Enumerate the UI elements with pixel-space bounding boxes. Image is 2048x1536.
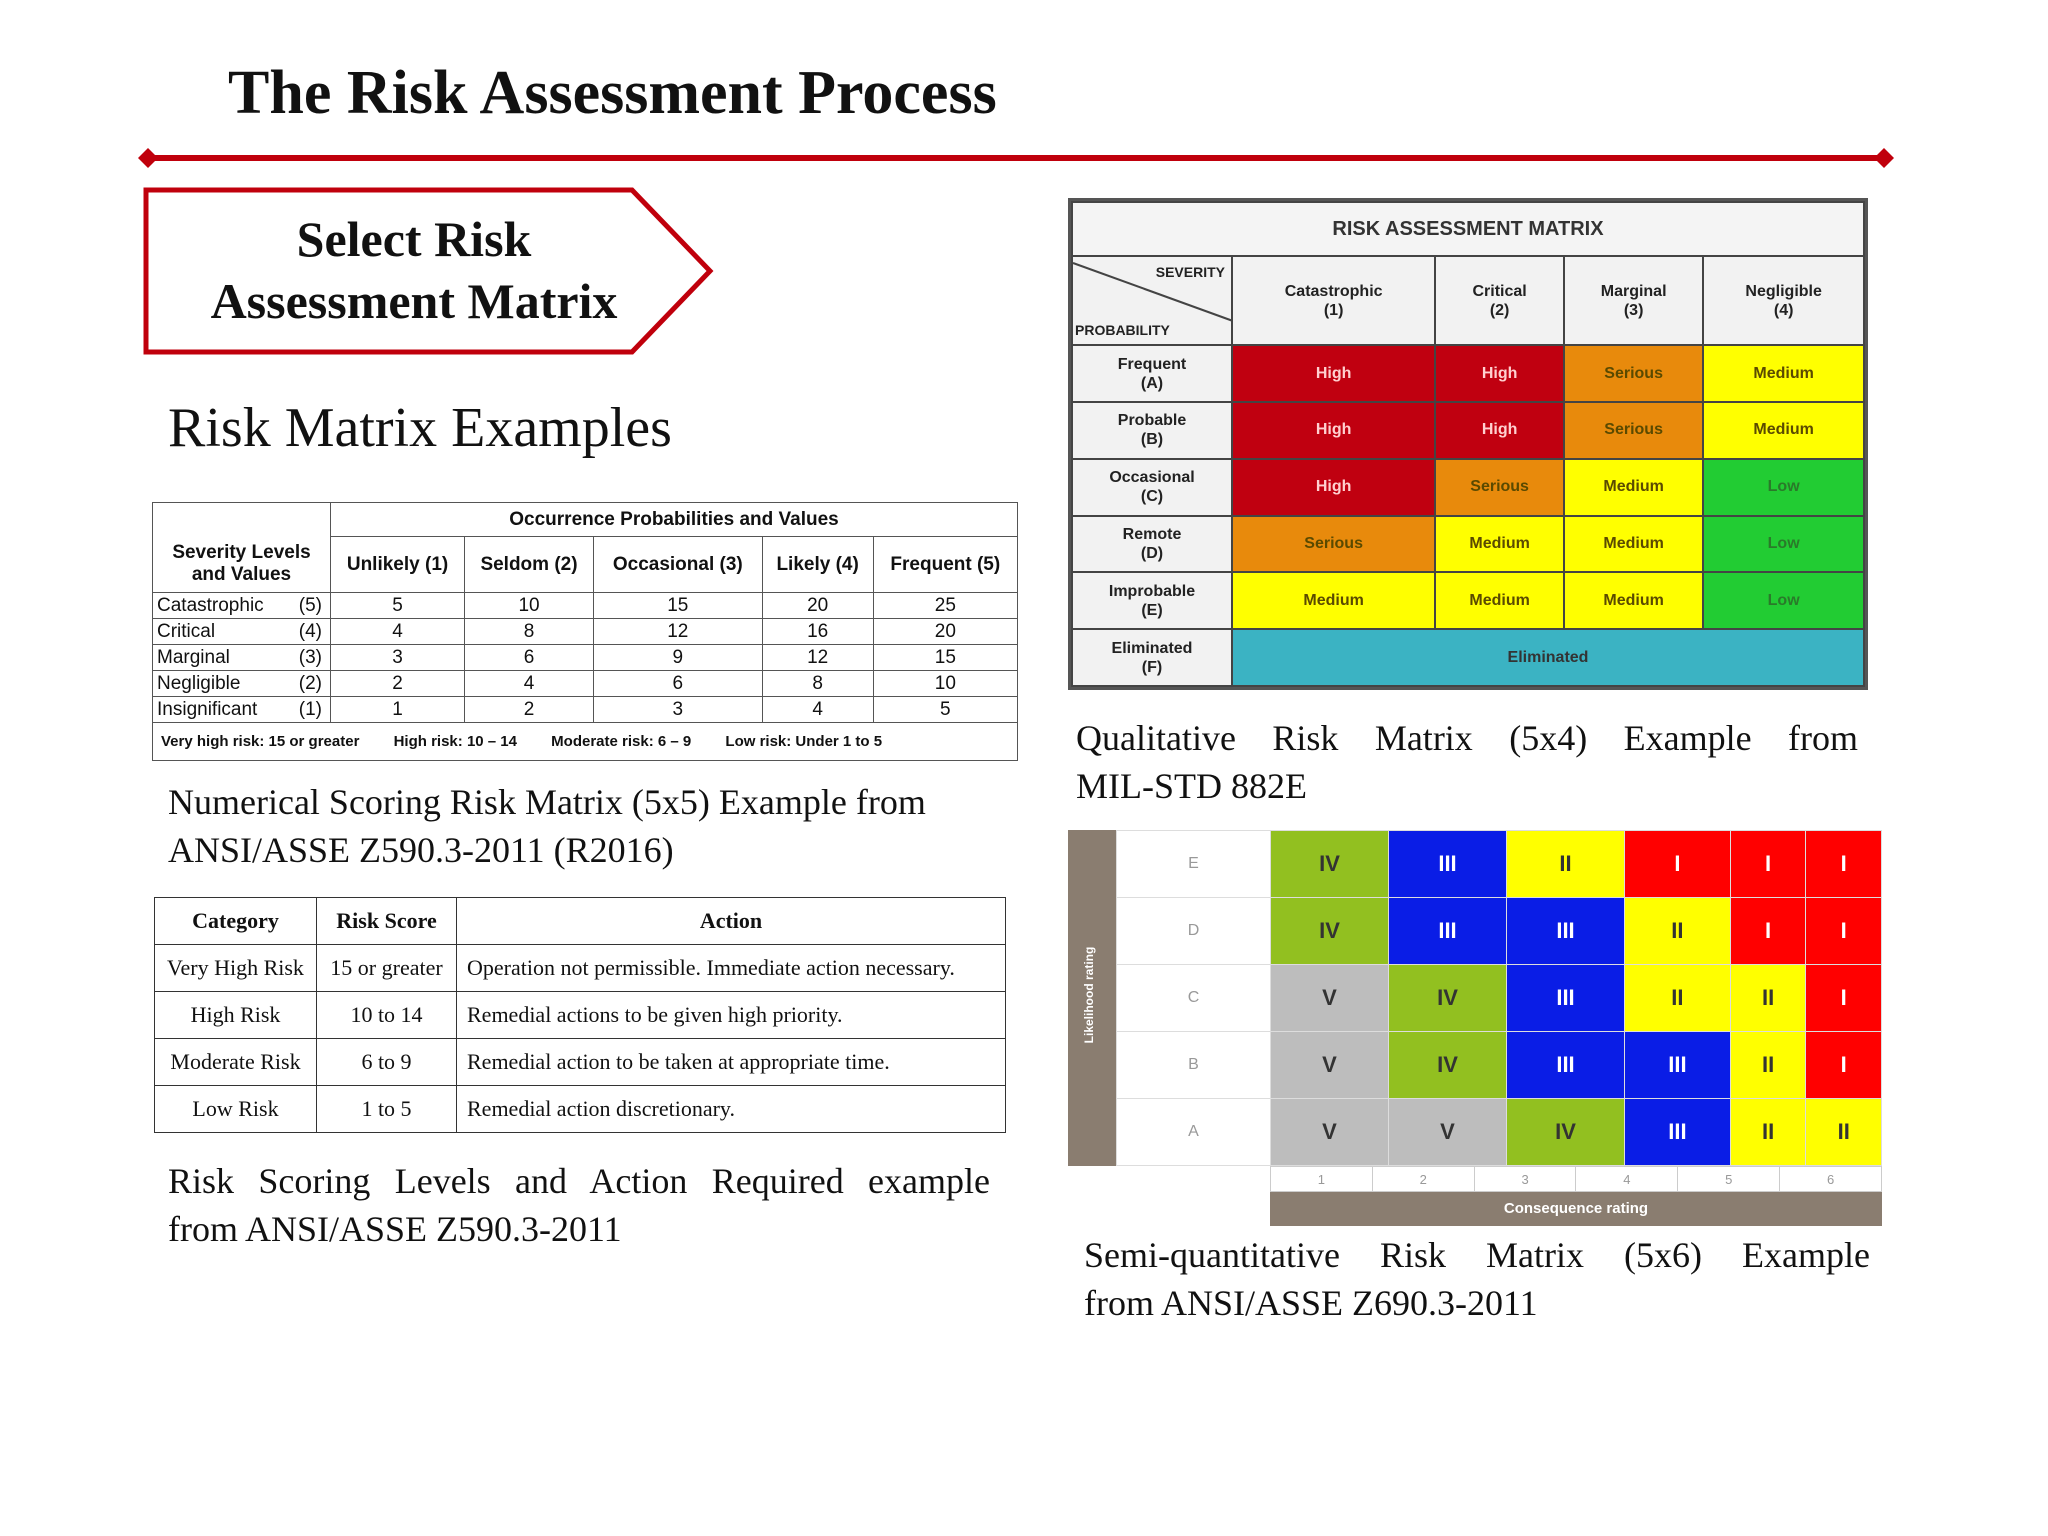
score-cell: 10 <box>873 671 1017 697</box>
risk-rank-cell: I <box>1806 1032 1882 1099</box>
column-header: Occasional (3) <box>593 537 762 593</box>
risk-level-cell: Serious <box>1232 516 1435 573</box>
risk-level-cell: Medium <box>1435 572 1564 629</box>
caption-numerical-matrix: Numerical Scoring Risk Matrix (5x5) Example from ANSI/ASSE Z590.3-2011 (R2016) <box>168 782 926 870</box>
score-cell: 4 <box>465 671 594 697</box>
matrix-row <box>1117 831 1882 898</box>
callout-text <box>160 208 668 332</box>
risk-rank-cell: V <box>1271 1099 1389 1166</box>
table-body <box>153 593 1018 723</box>
consequence-axis-label: Consequence rating <box>1270 1192 1882 1226</box>
risk-rank-cell: IV <box>1389 965 1507 1032</box>
score-cell: 3 <box>593 697 762 723</box>
column-header: Frequent (5) <box>873 537 1017 593</box>
score-cell: 10 <box>465 593 594 619</box>
risk-rank-cell: I <box>1730 898 1806 965</box>
group-header: Occurrence Probabilities and Values <box>331 503 1018 537</box>
column-header: Critical (2) <box>1435 256 1564 345</box>
score-cell: 25 <box>873 593 1017 619</box>
consequence-tick-label: 4 <box>1576 1167 1678 1192</box>
risk-level-cell: Medium <box>1564 516 1703 573</box>
table-cell: 6 to 9 <box>317 1039 457 1086</box>
risk-level-cell: Medium <box>1564 459 1703 516</box>
risk-rank-cell: V <box>1271 965 1389 1032</box>
table-cell: Very High Risk <box>155 945 317 992</box>
title-divider <box>138 148 1894 168</box>
risk-rank-cell: IV <box>1507 1099 1625 1166</box>
risk-level-cell: Medium <box>1703 345 1864 402</box>
risk-rank-cell: I <box>1806 965 1882 1032</box>
table-cell: Remedial actions to be given high priority. <box>457 992 1006 1039</box>
risk-rank-cell: II <box>1507 831 1625 898</box>
risk-rank-cell: II <box>1625 965 1731 1032</box>
risk-rank-cell: II <box>1730 1032 1806 1099</box>
corner-cell: SEVERITY PROBABILITY <box>1072 256 1232 345</box>
table-row <box>153 697 1018 723</box>
table-cell: Remedial action to be taken at appropriate time. <box>457 1039 1006 1086</box>
risk-level-cell: Low <box>1703 572 1864 629</box>
consequence-tick-label: 6 <box>1780 1167 1882 1192</box>
risk-level-cell: Medium <box>1564 572 1703 629</box>
risk-level-cell: Low <box>1703 516 1864 573</box>
severity-cell: Catastrophic (5) <box>153 593 331 619</box>
consequence-tick-label: 1 <box>1271 1167 1373 1192</box>
score-cell: 6 <box>593 671 762 697</box>
column-header: Unlikely (1) <box>331 537 465 593</box>
risk-level-cell: Serious <box>1564 402 1703 459</box>
matrix-row <box>1117 965 1882 1032</box>
row-header: Remote (D) <box>1072 516 1232 573</box>
table-cell: Low Risk <box>155 1086 317 1133</box>
column-header: Category <box>155 898 317 945</box>
column-header: Action <box>457 898 1006 945</box>
matrix-title: RISK ASSESSMENT MATRIX <box>1072 202 1864 256</box>
risk-level-cell: Medium <box>1703 402 1864 459</box>
score-cell: 20 <box>873 619 1017 645</box>
column-header: Risk Score <box>317 898 457 945</box>
matrix-row <box>1072 516 1864 573</box>
column-header: Catastrophic (1) <box>1232 256 1435 345</box>
corner-cell <box>153 503 331 537</box>
risk-rank-cell: III <box>1389 898 1507 965</box>
column-header: Marginal (3) <box>1564 256 1703 345</box>
table-cell: Remedial action discretionary. <box>457 1086 1006 1133</box>
risk-legend: Very high risk: 15 or greater High risk: 10 – 14 Moderate risk: 6 – 9 Low risk: Under 1 to 5 <box>153 723 1018 761</box>
risk-rank-cell: I <box>1625 831 1731 898</box>
table-cell: 15 or greater <box>317 945 457 992</box>
score-cell: 15 <box>593 593 762 619</box>
table-cell: High Risk <box>155 992 317 1039</box>
column-header: Negligible (4) <box>1703 256 1864 345</box>
risk-rank-cell: V <box>1271 1032 1389 1099</box>
score-cell: 4 <box>762 697 873 723</box>
severity-cell: Critical (4) <box>153 619 331 645</box>
table-row <box>155 1086 1006 1133</box>
matrix-row <box>1072 345 1864 402</box>
table-row <box>153 619 1018 645</box>
risk-rank-cell: IV <box>1271 831 1389 898</box>
risk-rank-cell: III <box>1507 1032 1625 1099</box>
likelihood-axis-label: Likelihood rating <box>1082 946 1096 1044</box>
risk-rank-cell: I <box>1730 831 1806 898</box>
row-header: Frequent (A) <box>1072 345 1232 402</box>
row-header: Severity Levels and Values <box>153 537 331 593</box>
table-cell: 1 to 5 <box>317 1086 457 1133</box>
consequence-ticks <box>1270 1166 1882 1192</box>
risk-level-cell: Medium <box>1435 516 1564 573</box>
column-header: Likely (4) <box>762 537 873 593</box>
risk-rank-cell: V <box>1389 1099 1507 1166</box>
severity-cell: Negligible (2) <box>153 671 331 697</box>
matrix-row <box>1072 402 1864 459</box>
table-row <box>153 645 1018 671</box>
matrix-body <box>1072 345 1864 629</box>
risk-rank-cell: III <box>1507 965 1625 1032</box>
callout-line-1: Select Risk <box>296 211 532 267</box>
consequence-tick-label: 2 <box>1372 1167 1474 1192</box>
score-cell: 8 <box>465 619 594 645</box>
table-body <box>155 945 1006 1133</box>
severity-cell: Insignificant (1) <box>153 697 331 723</box>
risk-rank-cell: III <box>1625 1032 1731 1099</box>
risk-rank-cell: II <box>1730 1099 1806 1166</box>
eliminated-cell: Eliminated <box>1232 629 1864 686</box>
risk-level-cell: High <box>1435 402 1564 459</box>
risk-level-cell: High <box>1435 345 1564 402</box>
matrix-row <box>1117 1032 1882 1099</box>
table-row <box>155 992 1006 1039</box>
matrix-row <box>1117 898 1882 965</box>
risk-level-cell: Serious <box>1564 345 1703 402</box>
table-row <box>155 945 1006 992</box>
score-cell: 12 <box>762 645 873 671</box>
score-cell: 3 <box>331 645 465 671</box>
likelihood-label: D <box>1117 898 1271 965</box>
risk-rank-cell: II <box>1730 965 1806 1032</box>
risk-level-cell: High <box>1232 402 1435 459</box>
row-header: Occasional (C) <box>1072 459 1232 516</box>
score-cell: 20 <box>762 593 873 619</box>
table-row <box>153 671 1018 697</box>
risk-level-cell: Serious <box>1435 459 1564 516</box>
table-cell: Operation not permissible. Immediate action necessary. <box>457 945 1006 992</box>
risk-rank-cell: III <box>1389 831 1507 898</box>
consequence-tick-label: 5 <box>1678 1167 1780 1192</box>
caption-action-table: Risk Scoring Levels and Action Required example from ANSI/ASSE Z590.3-2011 <box>168 1161 990 1249</box>
caption-semi-quantitative-matrix: Semi-quantitative Risk Matrix (5x6) Example from ANSI/ASSE Z690.3-2011 <box>1084 1235 1870 1323</box>
risk-rank-cell: I <box>1806 898 1882 965</box>
matrix-row <box>1117 1099 1882 1166</box>
risk-level-cell: Medium <box>1232 572 1435 629</box>
table-cell: 10 to 14 <box>317 992 457 1039</box>
matrix-row <box>1072 572 1864 629</box>
risk-rank-cell: IV <box>1271 898 1389 965</box>
score-cell: 5 <box>873 697 1017 723</box>
section-heading: Risk Matrix Examples <box>168 397 672 459</box>
likelihood-label: E <box>1117 831 1271 898</box>
score-cell: 15 <box>873 645 1017 671</box>
score-cell: 1 <box>331 697 465 723</box>
table-row <box>155 1039 1006 1086</box>
severity-cell: Marginal (3) <box>153 645 331 671</box>
score-cell: 2 <box>331 671 465 697</box>
score-cell: 9 <box>593 645 762 671</box>
score-cell: 5 <box>331 593 465 619</box>
risk-level-cell: High <box>1232 459 1435 516</box>
score-cell: 16 <box>762 619 873 645</box>
risk-rank-cell: III <box>1625 1099 1731 1166</box>
likelihood-label: B <box>1117 1032 1271 1099</box>
score-cell: 4 <box>331 619 465 645</box>
row-header: Eliminated (F) <box>1072 629 1232 686</box>
score-cell: 12 <box>593 619 762 645</box>
risk-rank-cell: I <box>1806 831 1882 898</box>
matrix-row <box>1072 459 1864 516</box>
semi-quantitative-risk-matrix <box>1116 830 1882 1166</box>
row-header: Improbable (E) <box>1072 572 1232 629</box>
page-title: The Risk Assessment Process <box>228 59 997 127</box>
likelihood-label: C <box>1117 965 1271 1032</box>
risk-level-cell: Low <box>1703 459 1864 516</box>
table-row <box>153 593 1018 619</box>
score-cell: 6 <box>465 645 594 671</box>
score-cell: 8 <box>762 671 873 697</box>
qualitative-risk-matrix <box>1068 198 1868 690</box>
risk-action-table <box>154 897 1006 1133</box>
risk-rank-cell: III <box>1507 898 1625 965</box>
callout-line-2: Assessment Matrix <box>210 273 618 329</box>
risk-rank-cell: II <box>1625 898 1731 965</box>
column-header: Seldom (2) <box>465 537 594 593</box>
table-cell: Moderate Risk <box>155 1039 317 1086</box>
score-cell: 2 <box>465 697 594 723</box>
caption-qualitative-matrix: Qualitative Risk Matrix (5x4) Example from MIL-STD 882E <box>1076 718 1858 806</box>
numerical-scoring-matrix <box>152 502 1018 761</box>
risk-rank-cell: II <box>1806 1099 1882 1166</box>
row-header: Probable (B) <box>1072 402 1232 459</box>
consequence-tick-label: 3 <box>1474 1167 1576 1192</box>
likelihood-label: A <box>1117 1099 1271 1166</box>
risk-level-cell: High <box>1232 345 1435 402</box>
risk-rank-cell: IV <box>1389 1032 1507 1099</box>
